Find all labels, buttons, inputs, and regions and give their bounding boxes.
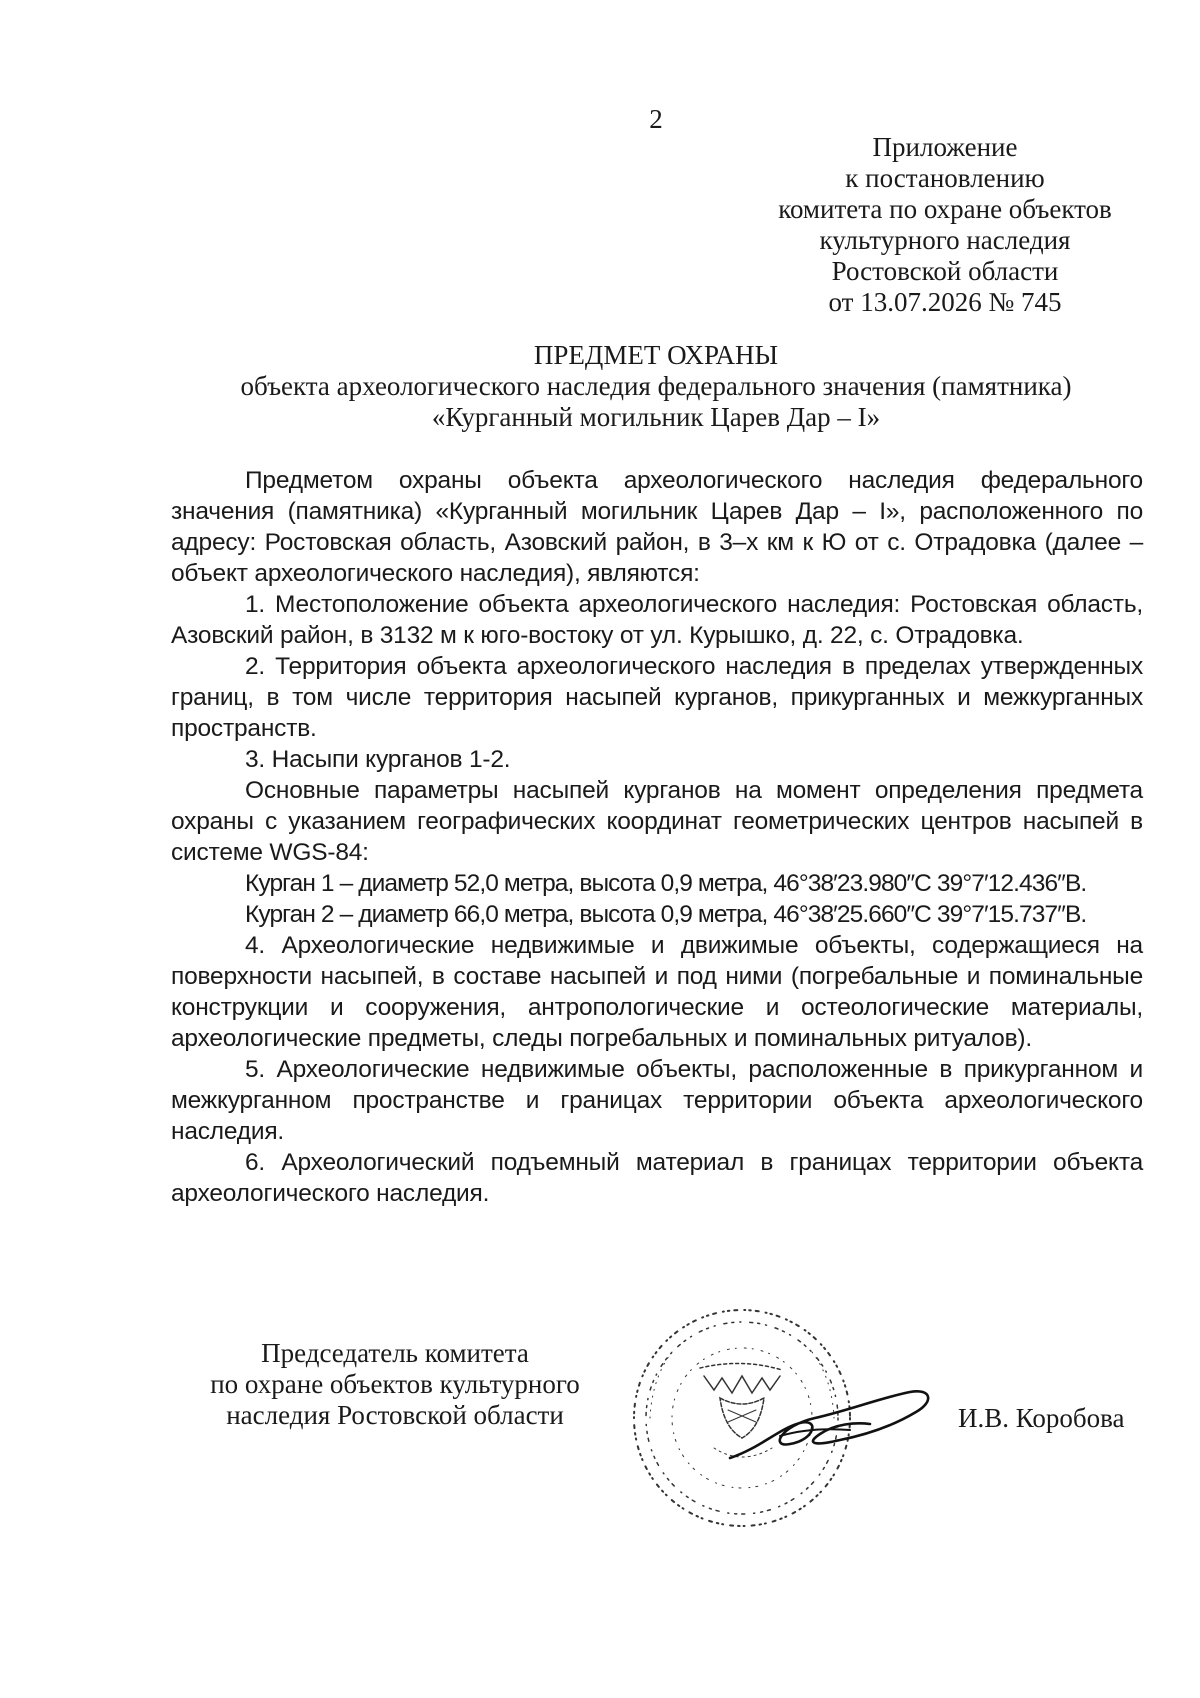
- item-mounds: 3. Насыпи курганов 1-2.: [245, 746, 511, 773]
- item-immovable-objects: 5. Археологические недвижимые объекты, расположенные в прикурганном и межкурганном пространстве и границах территории объекта археологического наследия.: [171, 1056, 1143, 1145]
- document-title-block: [170, 340, 1142, 433]
- intro-paragraph: Предметом охраны объекта археологического наследия федерального значения (памятника) «Курганный могильник Царев Дар – I», расположенного по адресу: Ростовская область, Азовский район, в 3–х км к Ю от с. Отрадовка (далее – объект археологического наследия), являются:: [171, 467, 1143, 587]
- signatory-position-line: по охране объектов культурного: [210, 1369, 580, 1399]
- signatory-position: [170, 1338, 620, 1431]
- appendix-line: Приложение: [872, 132, 1018, 162]
- appendix-line: комитета по охране объектов: [778, 194, 1112, 224]
- appendix-line: Ростовской области: [831, 256, 1059, 286]
- appendix-line: к постановлению: [845, 163, 1045, 193]
- kurgan-1-parameters: Курган 1 – диаметр 52,0 метра, высота 0,9 метра, 46°38′23.980″С 39°7′12.436″В.: [245, 870, 1087, 897]
- kurgan-2-parameters: Курган 2 – диаметр 66,0 метра, высота 0,9 метра, 46°38′25.660″С 39°7′15.737″В.: [245, 901, 1087, 928]
- item-surface-material: 6. Археологический подъемный материал в границах территории объекта археологического наследия.: [171, 1149, 1143, 1207]
- parameters-paragraph: Основные параметры насыпей курганов на момент определения предмета охраны с указанием географических координат геометрических центров насыпей в системе WGS-84:: [171, 777, 1143, 866]
- document-body: [171, 465, 1143, 1209]
- appendix-line: культурного наследия: [819, 225, 1071, 255]
- item-territory: 2. Территория объекта археологического наследия в пределах утвержденных границ, в том числе территория насыпей курганов, прикурганных и межкурганных пространств.: [171, 653, 1143, 742]
- document-title: ПРЕДМЕТ ОХРАНЫ: [533, 340, 779, 370]
- object-name: «Курганный могильник Царев Дар – I»: [431, 402, 881, 432]
- page-number: 2: [649, 104, 663, 134]
- item-archaeological-objects: 4. Археологические недвижимые и движимые объекты, содержащиеся на поверхности насыпей, в составе насыпей и под ними (погребальные и поминальные конструкции и сооружения, антропологические и остеологические материалы, археологические предметы, следы погребальных и поминальных ритуалов).: [171, 932, 1143, 1052]
- signatory-position-line: наследия Ростовской области: [226, 1400, 564, 1430]
- item-location: 1. Местоположение объекта археологического наследия: Ростовская область, Азовский район, в 3132 м к юго-востоку от ул. Курышко, д. 22, с. Отрадовка.: [171, 591, 1143, 649]
- signatory-name: И.В. Коробова: [958, 1403, 1125, 1433]
- signatory-position-line: Председатель комитета: [261, 1338, 529, 1368]
- appendix-header: [720, 132, 1170, 318]
- document-subtitle: объекта археологического наследия федерального значения (памятника): [240, 371, 1072, 401]
- appendix-line: от 13.07.2026 № 745: [828, 287, 1062, 317]
- handwritten-signature: [720, 1378, 940, 1468]
